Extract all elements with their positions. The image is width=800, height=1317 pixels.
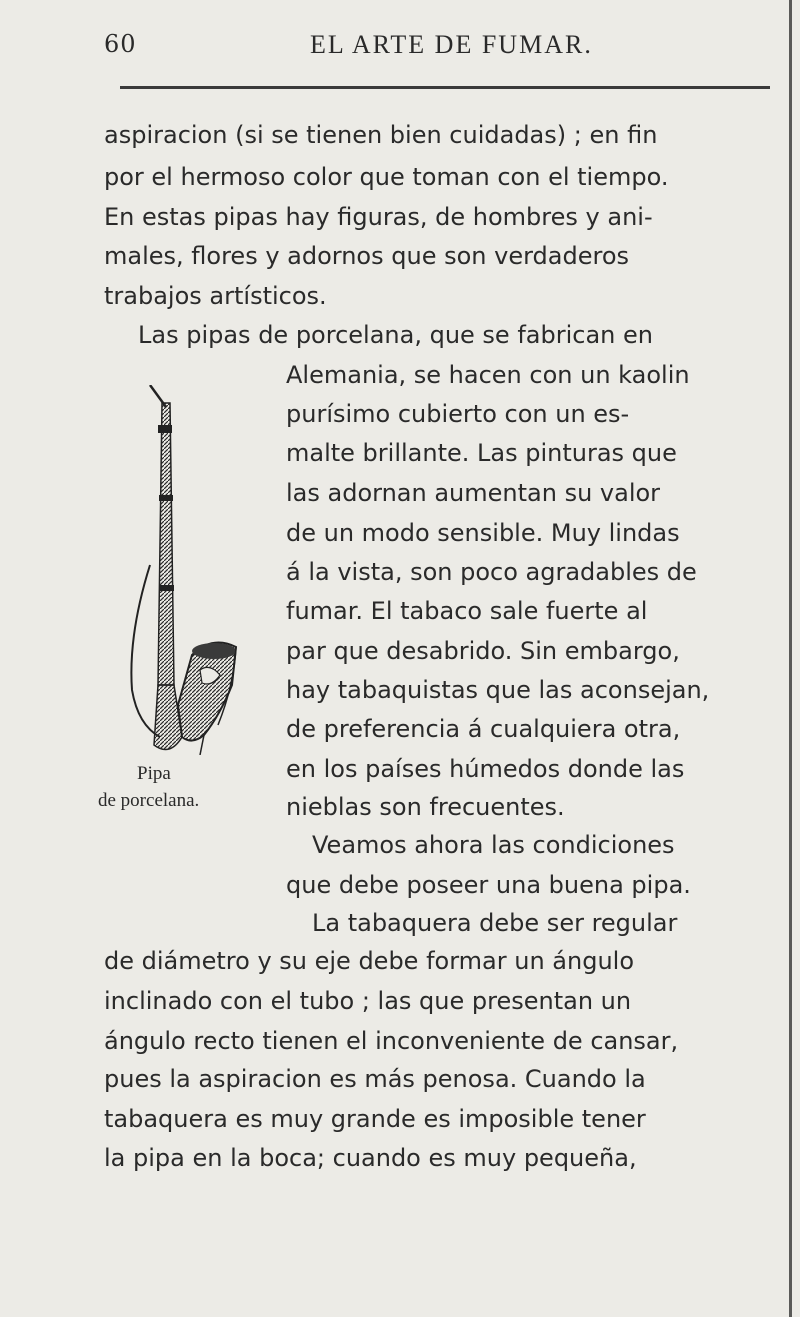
text-line: á la vista, son poco agradables de: [286, 558, 697, 586]
text-line: fumar. El tabaco sale fuerte al: [286, 597, 648, 625]
text-line: aspiracion (si se tienen bien cuidadas) ; en fin: [104, 121, 658, 149]
text-line: males, flores y adornos que son verdaderos: [104, 242, 629, 270]
page-edge: [789, 0, 792, 1317]
figure-caption-title: Pipa: [137, 763, 171, 784]
text-line: trabajos artísticos.: [104, 282, 327, 310]
text-line: Alemania, se hacen con un kaolin: [286, 361, 690, 389]
page-header: [104, 30, 770, 70]
figure-caption-subtitle: de porcelana.: [98, 790, 200, 811]
text-line: pues la aspiracion es más penosa. Cuando la: [104, 1065, 646, 1093]
running-title: EL ARTE DE FUMAR.: [310, 30, 593, 59]
text-line: las adornan aumentan su valor: [286, 479, 661, 507]
text-line: hay tabaquistas que las aconsejan,: [286, 676, 710, 704]
text-line: nieblas son frecuentes.: [286, 793, 565, 821]
header-rule: [120, 86, 770, 89]
text-line: tabaquera es muy grande es imposible tener: [104, 1105, 646, 1133]
text-line: por el hermoso color que toman con el tiempo.: [104, 163, 669, 191]
text-line: En estas pipas hay figuras, de hombres y ani-: [104, 203, 653, 231]
text-line: que debe poseer una buena pipa.: [286, 871, 691, 899]
text-line: Veamos ahora las condiciones: [312, 831, 675, 859]
text-line: par que desabrido. Sin embargo,: [286, 637, 680, 665]
porcelain-pipe-icon: [108, 385, 268, 755]
text-line: purísimo cubierto con un es-: [286, 400, 630, 428]
text-line: inclinado con el tubo ; las que presentan un: [104, 987, 632, 1015]
text-line: ángulo recto tienen el inconveniente de cansar,: [104, 1027, 679, 1055]
text-line: de preferencia á cualquiera otra,: [286, 715, 681, 743]
text-line: de un modo sensible. Muy lindas: [286, 519, 680, 547]
text-line: la pipa en la boca; cuando es muy pequeña,: [104, 1144, 637, 1172]
text-line: en los países húmedos donde las: [286, 755, 685, 783]
text-line: de diámetro y su eje debe formar un ángulo: [104, 947, 635, 975]
text-line: malte brillante. Las pinturas que: [286, 439, 677, 467]
porcelain-pipe-illustration: [108, 385, 268, 755]
text-line: Las pipas de porcelana, que se fabrican en: [138, 321, 653, 349]
text-line: La tabaquera debe ser regular: [312, 909, 678, 937]
page-number: 60: [104, 30, 137, 58]
